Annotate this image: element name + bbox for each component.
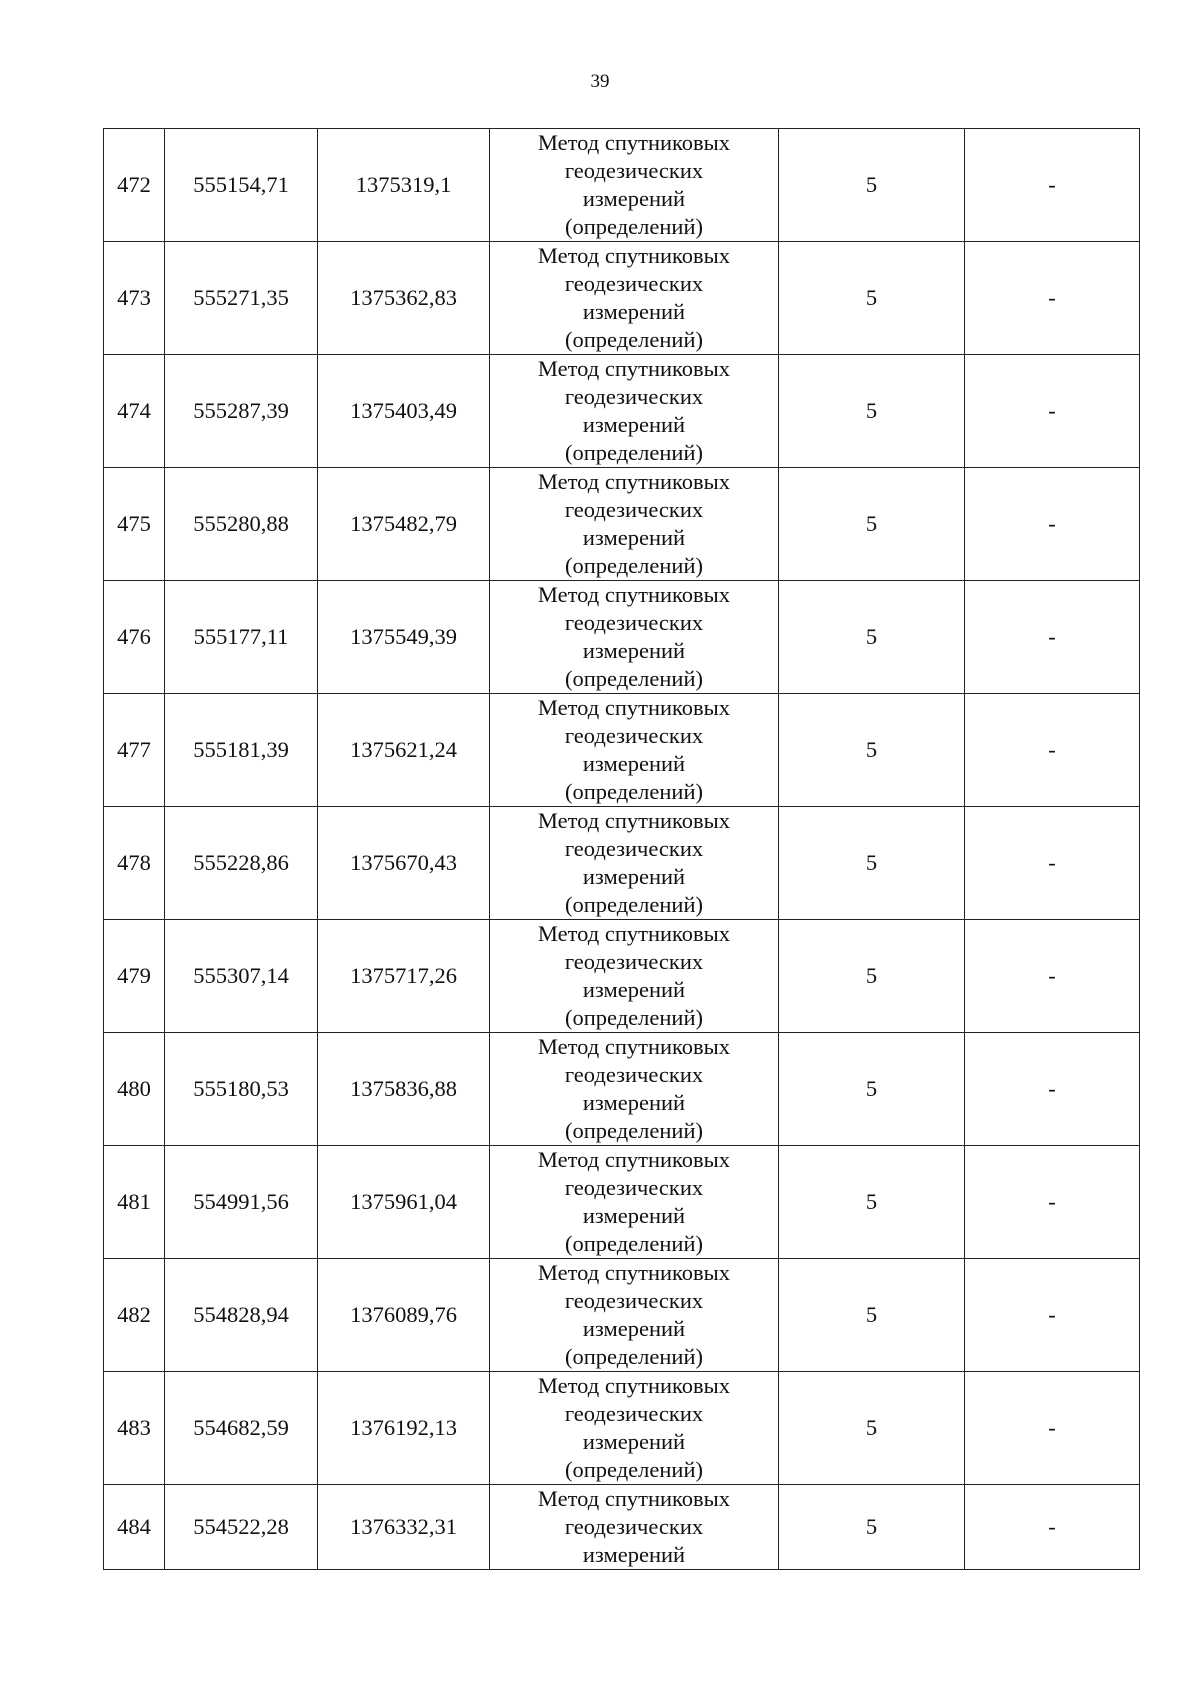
- method-cell: Метод спутниковых геодезических измерений (определений): [490, 468, 779, 581]
- point-number-cell: 478: [104, 807, 165, 920]
- x-coordinate-cell: 555181,39: [165, 694, 318, 807]
- accuracy-cell: 5: [779, 468, 965, 581]
- method-cell: Метод спутниковых геодезических измерений (определений): [490, 807, 779, 920]
- method-cell: Метод спутниковых геодезических измерений (определений): [490, 1259, 779, 1372]
- table-row: [104, 920, 1140, 1033]
- y-coordinate-cell: 1375362,83: [318, 242, 490, 355]
- x-coordinate-cell: 555154,71: [165, 129, 318, 242]
- accuracy-cell: 5: [779, 129, 965, 242]
- x-coordinate-cell: 555228,86: [165, 807, 318, 920]
- table-row: [104, 1033, 1140, 1146]
- table-row: [104, 694, 1140, 807]
- accuracy-cell: 5: [779, 920, 965, 1033]
- accuracy-cell: 5: [779, 807, 965, 920]
- page-number: 39: [590, 71, 610, 92]
- note-cell: -: [965, 920, 1140, 1033]
- table-row: [104, 1485, 1140, 1570]
- x-coordinate-cell: 554522,28: [165, 1485, 318, 1570]
- x-coordinate-cell: 554682,59: [165, 1372, 318, 1485]
- note-cell: -: [965, 1259, 1140, 1372]
- table-row: [104, 355, 1140, 468]
- note-cell: -: [965, 355, 1140, 468]
- method-cell: Метод спутниковых геодезических измерений (определений): [490, 694, 779, 807]
- table-row: [104, 129, 1140, 242]
- y-coordinate-cell: 1375549,39: [318, 581, 490, 694]
- y-coordinate-cell: 1375670,43: [318, 807, 490, 920]
- accuracy-cell: 5: [779, 1372, 965, 1485]
- note-cell: -: [965, 807, 1140, 920]
- method-cell: Метод спутниковых геодезических измерений (определений): [490, 1033, 779, 1146]
- x-coordinate-cell: 555280,88: [165, 468, 318, 581]
- x-coordinate-cell: 555307,14: [165, 920, 318, 1033]
- note-cell: -: [965, 1372, 1140, 1485]
- y-coordinate-cell: 1375621,24: [318, 694, 490, 807]
- y-coordinate-cell: 1375403,49: [318, 355, 490, 468]
- accuracy-cell: 5: [779, 1259, 965, 1372]
- table-row: [104, 468, 1140, 581]
- point-number-cell: 475: [104, 468, 165, 581]
- note-cell: -: [965, 1146, 1140, 1259]
- table-row: [104, 1259, 1140, 1372]
- note-cell: -: [965, 1033, 1140, 1146]
- x-coordinate-cell: 555177,11: [165, 581, 318, 694]
- point-number-cell: 484: [104, 1485, 165, 1570]
- y-coordinate-cell: 1376089,76: [318, 1259, 490, 1372]
- point-number-cell: 474: [104, 355, 165, 468]
- x-coordinate-cell: 555287,39: [165, 355, 318, 468]
- table-row: [104, 1372, 1140, 1485]
- accuracy-cell: 5: [779, 242, 965, 355]
- y-coordinate-cell: 1375961,04: [318, 1146, 490, 1259]
- method-cell: Метод спутниковых геодезических измерений (определений): [490, 581, 779, 694]
- coordinates-table: [103, 128, 1140, 1570]
- note-cell: -: [965, 129, 1140, 242]
- point-number-cell: 480: [104, 1033, 165, 1146]
- method-cell: Метод спутниковых геодезических измерений (определений): [490, 1146, 779, 1259]
- note-cell: -: [965, 694, 1140, 807]
- method-cell: Метод спутниковых геодезических измерений (определений): [490, 920, 779, 1033]
- note-cell: -: [965, 581, 1140, 694]
- method-cell: Метод спутниковых геодезических измерений (определений): [490, 129, 779, 242]
- method-cell: Метод спутниковых геодезических измерений (определений): [490, 1372, 779, 1485]
- accuracy-cell: 5: [779, 581, 965, 694]
- point-number-cell: 482: [104, 1259, 165, 1372]
- y-coordinate-cell: 1376332,31: [318, 1485, 490, 1570]
- point-number-cell: 479: [104, 920, 165, 1033]
- point-number-cell: 477: [104, 694, 165, 807]
- accuracy-cell: 5: [779, 1033, 965, 1146]
- table-row: [104, 807, 1140, 920]
- x-coordinate-cell: 555271,35: [165, 242, 318, 355]
- accuracy-cell: 5: [779, 694, 965, 807]
- accuracy-cell: 5: [779, 1146, 965, 1259]
- y-coordinate-cell: 1376192,13: [318, 1372, 490, 1485]
- note-cell: -: [965, 1485, 1140, 1570]
- method-cell: Метод спутниковых геодезических измерений: [490, 1485, 779, 1570]
- note-cell: -: [965, 242, 1140, 355]
- accuracy-cell: 5: [779, 1485, 965, 1570]
- accuracy-cell: 5: [779, 355, 965, 468]
- y-coordinate-cell: 1375717,26: [318, 920, 490, 1033]
- point-number-cell: 483: [104, 1372, 165, 1485]
- method-cell: Метод спутниковых геодезических измерений (определений): [490, 242, 779, 355]
- y-coordinate-cell: 1375319,1: [318, 129, 490, 242]
- x-coordinate-cell: 554828,94: [165, 1259, 318, 1372]
- table-row: [104, 242, 1140, 355]
- table-row: [104, 581, 1140, 694]
- table-row: [104, 1146, 1140, 1259]
- y-coordinate-cell: 1375836,88: [318, 1033, 490, 1146]
- y-coordinate-cell: 1375482,79: [318, 468, 490, 581]
- point-number-cell: 481: [104, 1146, 165, 1259]
- point-number-cell: 473: [104, 242, 165, 355]
- note-cell: -: [965, 468, 1140, 581]
- method-cell: Метод спутниковых геодезических измерений (определений): [490, 355, 779, 468]
- x-coordinate-cell: 555180,53: [165, 1033, 318, 1146]
- x-coordinate-cell: 554991,56: [165, 1146, 318, 1259]
- point-number-cell: 476: [104, 581, 165, 694]
- point-number-cell: 472: [104, 129, 165, 242]
